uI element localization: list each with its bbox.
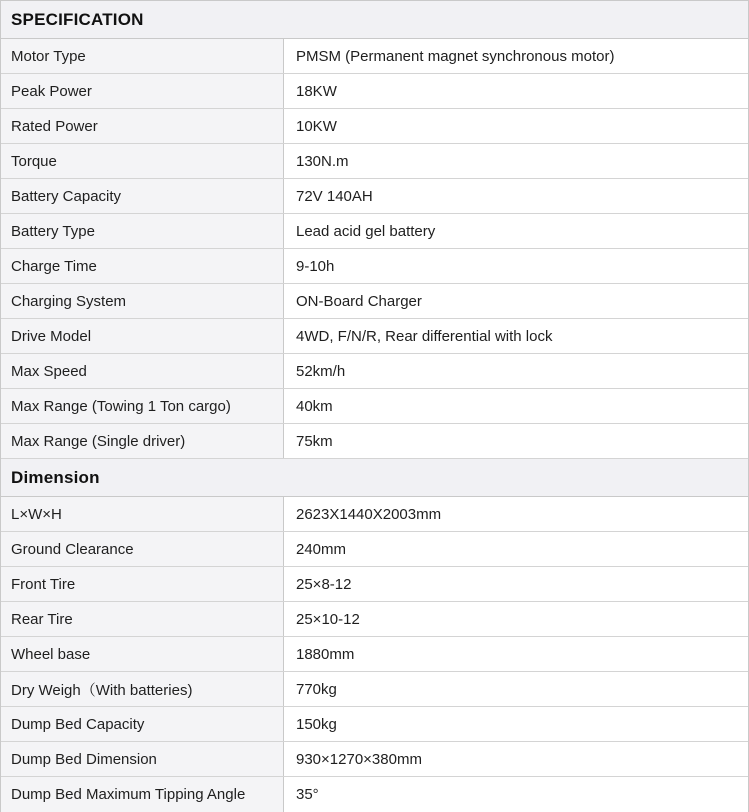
row-value: 52km/h xyxy=(284,354,748,388)
row-label: Wheel base xyxy=(1,637,284,671)
table-row xyxy=(1,389,748,424)
table-row xyxy=(1,707,748,742)
row-value: PMSM (Permanent magnet synchronous motor) xyxy=(284,39,748,73)
table-row xyxy=(1,742,748,777)
row-label: Rear Tire xyxy=(1,602,284,636)
table-row xyxy=(1,424,748,459)
row-value: 1880mm xyxy=(284,637,748,671)
row-value: 72V 140AH xyxy=(284,179,748,213)
row-value: 40km xyxy=(284,389,748,423)
row-value: 25×10-12 xyxy=(284,602,748,636)
row-value: 75km xyxy=(284,424,748,458)
row-label: Charging System xyxy=(1,284,284,318)
row-value: 770kg xyxy=(284,672,748,706)
row-label: Rated Power xyxy=(1,109,284,143)
table-row xyxy=(1,74,748,109)
table-row xyxy=(1,497,748,532)
row-value: 9-10h xyxy=(284,249,748,283)
row-value: 25×8-12 xyxy=(284,567,748,601)
table-row xyxy=(1,567,748,602)
table-row xyxy=(1,249,748,284)
table-row xyxy=(1,637,748,672)
row-value: ON-Board Charger xyxy=(284,284,748,318)
row-value: 130N.m xyxy=(284,144,748,178)
row-label: L×W×H xyxy=(1,497,284,531)
row-label: Charge Time xyxy=(1,249,284,283)
table-row xyxy=(1,354,748,389)
row-value: 4WD, F/N/R, Rear differential with lock xyxy=(284,319,748,353)
row-label: Torque xyxy=(1,144,284,178)
row-label: Max Range (Single driver) xyxy=(1,424,284,458)
row-label: Dump Bed Maximum Tipping Angle xyxy=(1,777,284,812)
row-label: Dump Bed Capacity xyxy=(1,707,284,741)
table-row xyxy=(1,777,748,812)
row-label: Drive Model xyxy=(1,319,284,353)
row-label: Max Speed xyxy=(1,354,284,388)
row-label: Dry Weigh（With batteries) xyxy=(1,672,284,706)
row-label: Dump Bed Dimension xyxy=(1,742,284,776)
table-row xyxy=(1,319,748,354)
row-value: 150kg xyxy=(284,707,748,741)
row-label: Max Range (Towing 1 Ton cargo) xyxy=(1,389,284,423)
row-label: Battery Capacity xyxy=(1,179,284,213)
row-value: Lead acid gel battery xyxy=(284,214,748,248)
table-row xyxy=(1,284,748,319)
row-label: Battery Type xyxy=(1,214,284,248)
table-row xyxy=(1,672,748,707)
row-label: Ground Clearance xyxy=(1,532,284,566)
row-label: Front Tire xyxy=(1,567,284,601)
table-row xyxy=(1,602,748,637)
row-value: 930×1270×380mm xyxy=(284,742,748,776)
row-value: 10KW xyxy=(284,109,748,143)
table-row xyxy=(1,179,748,214)
table-row xyxy=(1,144,748,179)
table-row xyxy=(1,214,748,249)
row-value: 35° xyxy=(284,777,748,812)
row-label: Motor Type xyxy=(1,39,284,73)
row-label: Peak Power xyxy=(1,74,284,108)
row-value: 18KW xyxy=(284,74,748,108)
table-row xyxy=(1,39,748,74)
table-row xyxy=(1,532,748,567)
row-value: 240mm xyxy=(284,532,748,566)
row-value: 2623X1440X2003mm xyxy=(284,497,748,531)
section-header-dimension: Dimension xyxy=(1,459,748,497)
section-header-specification: SPECIFICATION xyxy=(1,1,748,39)
table-row xyxy=(1,109,748,144)
